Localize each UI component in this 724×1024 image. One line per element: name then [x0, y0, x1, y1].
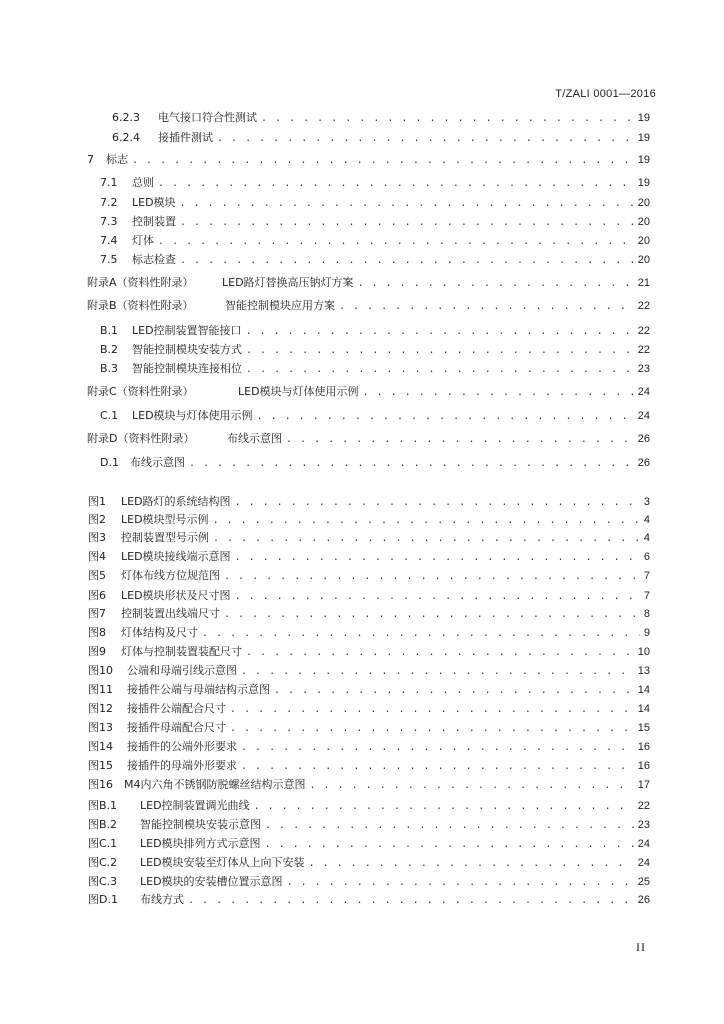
entry-title: M4内六角不锈钢防脱螺丝结构示意图: [124, 778, 306, 791]
toc-entry[interactable]: [87, 383, 650, 401]
toc-entry[interactable]: [100, 407, 650, 425]
entry-title: LED模块型号示例: [121, 513, 209, 526]
entry-number: 附录D（资料性附录）: [87, 432, 195, 445]
dot-leader: [158, 233, 634, 251]
entry-title: LED模块与灯体使用示例: [238, 385, 359, 398]
entry-number: 图6: [88, 589, 106, 602]
entry-title: 电气接口符合性测试: [158, 111, 257, 124]
entry-page-number: 19: [637, 154, 650, 166]
entry-page-number: 14: [637, 684, 650, 696]
entry-number: 图2: [88, 513, 106, 526]
dot-leader: [339, 298, 634, 316]
entry-page-number: 19: [637, 177, 650, 189]
entry-number: 图B.2: [88, 818, 118, 831]
dot-leader: [363, 384, 634, 402]
figure-entry[interactable]: [88, 816, 650, 834]
figure-entry[interactable]: [88, 797, 650, 815]
figure-entry[interactable]: [88, 776, 650, 794]
dot-leader: [286, 431, 634, 449]
entry-number: 附录B（资料性附录）: [87, 299, 194, 312]
entry-page-number: 13: [637, 665, 650, 677]
figure-entry[interactable]: [88, 511, 650, 529]
figure-entry[interactable]: [88, 854, 650, 872]
entry-page-number: 19: [637, 132, 650, 144]
entry-number: 图D.1: [88, 893, 118, 906]
figure-entry[interactable]: [88, 873, 650, 891]
entry-title: 智能控制模块安装方式: [132, 343, 242, 356]
entry-number: 图4: [88, 550, 106, 563]
figure-entry[interactable]: [88, 643, 650, 661]
toc-entry[interactable]: [100, 194, 650, 212]
entry-page-number: 16: [637, 741, 650, 753]
entry-title: 智能控制模块安装示意图: [140, 818, 261, 831]
entry-page-number: 6: [643, 551, 650, 563]
toc-entry[interactable]: [100, 251, 650, 269]
entry-title: LED模块的安装槽位置示意图: [140, 875, 283, 888]
toc-entry[interactable]: [100, 213, 650, 231]
dot-leader: [246, 361, 634, 379]
dot-leader: [189, 455, 634, 473]
entry-page-number: 16: [637, 760, 650, 772]
dot-leader: [287, 874, 634, 892]
entry-number: 图C.1: [88, 837, 118, 850]
dot-leader: [309, 855, 634, 873]
entry-page-number: 20: [637, 254, 650, 266]
entry-title: 控制装置型号示例: [121, 531, 209, 544]
entry-number: 图B.1: [88, 799, 118, 812]
entry-number: 图7: [88, 607, 106, 620]
figure-entry[interactable]: [88, 548, 650, 566]
entry-title: LED模块与灯体使用示例: [132, 409, 253, 422]
entry-title: 布线方式: [140, 893, 184, 906]
entry-page-number: 26: [637, 433, 650, 445]
dot-leader: [217, 130, 634, 148]
entry-number: 图C.3: [88, 875, 118, 888]
entry-number: 图5: [88, 569, 106, 582]
entry-title: 智能控制模块连接相位: [132, 362, 242, 375]
dot-leader: [265, 836, 634, 854]
entry-page-number: 15: [637, 722, 650, 734]
entry-number: 图9: [88, 645, 106, 658]
entry-title: 灯体与控制装置装配尺寸: [121, 645, 242, 658]
entry-number: D.1: [100, 456, 119, 469]
dot-leader: [246, 644, 634, 662]
entry-number: 图14: [88, 740, 113, 753]
figure-entry[interactable]: [88, 757, 650, 775]
toc-entry[interactable]: [100, 454, 650, 472]
toc-entry[interactable]: [87, 274, 650, 292]
toc-entry[interactable]: [100, 322, 650, 340]
entry-page-number: 20: [637, 197, 650, 209]
entry-page-number: 25: [637, 876, 650, 888]
dot-leader: [265, 817, 634, 835]
entry-title: LED模块接线端示意图: [121, 550, 231, 563]
dot-leader: [180, 195, 634, 213]
entry-title: 总则: [132, 176, 154, 189]
dot-leader: [235, 549, 640, 567]
entry-number: 附录A（资料性附录）: [87, 276, 194, 289]
dot-leader: [246, 342, 634, 360]
entry-page-number: 23: [637, 819, 650, 831]
entry-number: 图12: [88, 702, 113, 715]
entry-number: 7.3: [100, 215, 118, 228]
toc-entry[interactable]: [112, 129, 650, 147]
toc-entry[interactable]: [87, 151, 650, 169]
entry-title: LED控制装置智能接口: [132, 324, 242, 337]
dot-leader: [358, 275, 634, 293]
entry-number: 7.4: [100, 234, 118, 247]
entry-title: 灯体布线方位规范图: [121, 569, 220, 582]
entry-title: 标志: [106, 153, 128, 166]
toc-entry[interactable]: [100, 174, 650, 192]
entry-page-number: 7: [643, 590, 650, 602]
entry-number: 图16: [88, 778, 113, 791]
dot-leader: [246, 323, 634, 341]
toc-entry[interactable]: [100, 341, 650, 359]
entry-page-number: 17: [637, 779, 650, 791]
toc-entry[interactable]: [87, 297, 650, 315]
entry-number: 6.2.3: [112, 111, 140, 124]
dot-leader: [230, 701, 634, 719]
dot-leader: [180, 214, 634, 232]
entry-number: 7.2: [100, 196, 118, 209]
page-number-footer: II: [636, 940, 646, 954]
dot-leader: [188, 892, 634, 910]
dot-leader: [235, 588, 640, 606]
entry-page-number: 3: [643, 496, 650, 508]
toc-entry[interactable]: [100, 360, 650, 378]
entry-page-number: 24: [637, 838, 650, 850]
dot-leader: [158, 175, 634, 193]
dot-leader: [274, 682, 634, 700]
entry-number: 7: [87, 153, 94, 166]
entry-title: LED控制装置调光曲线: [140, 799, 250, 812]
entry-title: 接插件公端配合尺寸: [127, 702, 226, 715]
entry-page-number: 22: [637, 344, 650, 356]
dot-leader: [257, 408, 634, 426]
entry-title: 标志检查: [132, 253, 176, 266]
entry-title: 控制装置出线端尺寸: [121, 607, 220, 620]
dot-leader: [241, 663, 634, 681]
entry-title: LED路灯替换高压钠灯方案: [222, 276, 354, 289]
entry-page-number: 22: [637, 300, 650, 312]
entry-number: 图11: [88, 683, 113, 696]
dot-leader: [254, 798, 634, 816]
entry-title: 布线示意图: [130, 456, 185, 469]
entry-number: 6.2.4: [112, 131, 140, 144]
figure-entry[interactable]: [88, 587, 650, 605]
entry-title: LED模块: [132, 196, 176, 209]
entry-page-number: 19: [637, 112, 650, 124]
entry-page-number: 9: [643, 627, 650, 639]
entry-number: 图15: [88, 759, 113, 772]
figure-entry[interactable]: [88, 681, 650, 699]
toc-entry[interactable]: [100, 232, 650, 250]
entry-page-number: 4: [643, 532, 650, 544]
entry-number: C.1: [100, 409, 119, 422]
toc-entry[interactable]: [112, 109, 650, 127]
figure-entry[interactable]: [88, 700, 650, 718]
dot-leader: [180, 252, 634, 270]
entry-number: 图13: [88, 721, 113, 734]
entry-page-number: 20: [637, 235, 650, 247]
entry-title: 智能控制模块应用方案: [225, 299, 335, 312]
entry-title: 控制装置: [132, 215, 176, 228]
dot-leader: [202, 625, 640, 643]
entry-title: 接插件测试: [158, 131, 213, 144]
dot-leader: [213, 512, 640, 530]
entry-number: 7.1: [100, 176, 118, 189]
figure-entry[interactable]: [88, 835, 650, 853]
toc-entry[interactable]: [87, 430, 650, 448]
entry-page-number: 22: [637, 800, 650, 812]
entry-title: 接插件公端与母端结构示意图: [127, 683, 270, 696]
entry-page-number: 24: [637, 386, 650, 398]
entry-title: LED模块形状及尺寸图: [121, 589, 231, 602]
dot-leader: [213, 530, 640, 548]
figure-entry[interactable]: [88, 719, 650, 737]
entry-number: 图1: [88, 495, 106, 508]
entry-page-number: 10: [637, 646, 650, 658]
entry-page-number: 7: [643, 570, 650, 582]
figure-entry[interactable]: [88, 662, 650, 680]
figure-entry[interactable]: [88, 567, 650, 585]
figure-entry[interactable]: [88, 605, 650, 623]
dot-leader: [132, 152, 634, 170]
entry-title: LED模块安装至灯体从上向下安装: [140, 856, 305, 869]
figure-entry[interactable]: [88, 624, 650, 642]
dot-leader: [230, 720, 634, 738]
entry-page-number: 8: [643, 608, 650, 620]
entry-number: 图3: [88, 531, 106, 544]
entry-title: LED路灯的系统结构图: [121, 495, 231, 508]
entry-page-number: 24: [637, 857, 650, 869]
entry-number: B.3: [100, 362, 119, 375]
dot-leader: [224, 568, 640, 586]
entry-page-number: 14: [637, 703, 650, 715]
entry-title: 接插件的母端外形要求: [127, 759, 237, 772]
entry-number: 附录C（资料性附录）: [87, 385, 194, 398]
entry-page-number: 24: [637, 410, 650, 422]
entry-number: 7.5: [100, 253, 118, 266]
entry-page-number: 23: [637, 363, 650, 375]
entry-number: 图8: [88, 626, 106, 639]
dot-leader: [261, 110, 634, 128]
entry-page-number: 26: [637, 894, 650, 906]
figure-entry[interactable]: [88, 529, 650, 547]
document-header: T/ZALI 0001—2016: [555, 88, 656, 100]
entry-number: B.2: [100, 343, 119, 356]
entry-title: 灯体结构及尺寸: [121, 626, 198, 639]
dot-leader: [310, 777, 634, 795]
entry-title: 公端和母端引线示意图: [127, 664, 237, 677]
dot-leader: [224, 606, 640, 624]
dot-leader: [235, 494, 640, 512]
entry-number: 图10: [88, 664, 113, 677]
entry-number: B.1: [100, 324, 119, 337]
figure-entry[interactable]: [88, 738, 650, 756]
dot-leader: [241, 739, 634, 757]
dot-leader: [241, 758, 634, 776]
entry-title: 布线示意图: [227, 432, 282, 445]
entry-page-number: 22: [637, 325, 650, 337]
entry-page-number: 20: [637, 216, 650, 228]
entry-page-number: 26: [637, 457, 650, 469]
entry-page-number: 21: [637, 277, 650, 289]
entry-number: 图C.2: [88, 856, 118, 869]
entry-title: LED模块排列方式示意图: [140, 837, 261, 850]
entry-title: 接插件的公端外形要求: [127, 740, 237, 753]
figure-entry[interactable]: [88, 493, 650, 511]
entry-title: 接插件母端配合尺寸: [127, 721, 226, 734]
entry-page-number: 4: [643, 514, 650, 526]
figure-entry[interactable]: [88, 891, 650, 909]
entry-title: 灯体: [132, 234, 154, 247]
